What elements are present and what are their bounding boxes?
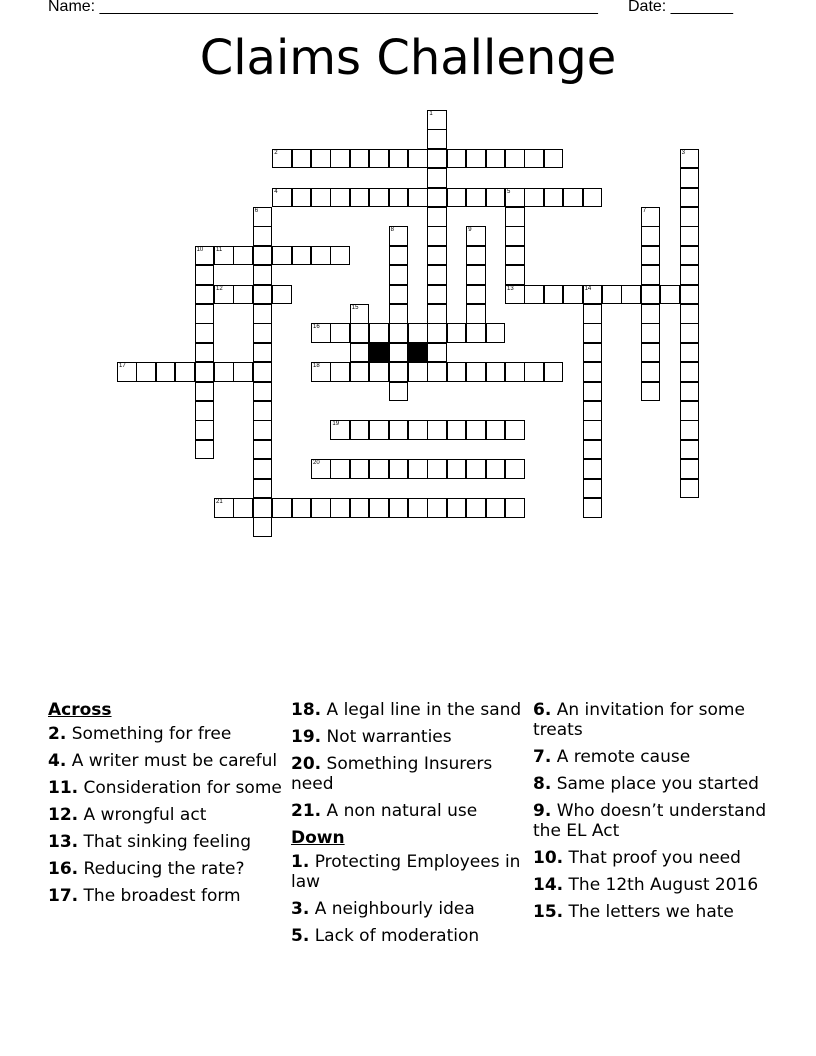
- grid-cell[interactable]: [253, 207, 273, 227]
- grid-cell[interactable]: [389, 459, 409, 479]
- grid-cell[interactable]: [253, 343, 273, 363]
- cell-number: 20: [313, 460, 320, 467]
- grid-cell[interactable]: [427, 362, 447, 382]
- grid-cell[interactable]: [214, 246, 234, 266]
- grid-cell[interactable]: [408, 323, 428, 343]
- grid-cell[interactable]: [583, 362, 603, 382]
- grid-cell[interactable]: [117, 362, 137, 382]
- grid-cell[interactable]: [466, 323, 486, 343]
- cell-number: 17: [119, 363, 126, 370]
- clue-across-13: 13. That sinking feeling: [48, 832, 251, 852]
- grid-cell[interactable]: [680, 459, 700, 479]
- grid-cell[interactable]: [330, 323, 350, 343]
- grid-cell[interactable]: [350, 420, 370, 440]
- grid-cell[interactable]: [544, 188, 564, 208]
- grid-block: [369, 343, 389, 363]
- grid-cell[interactable]: [408, 420, 428, 440]
- cell-number: 1: [429, 111, 433, 117]
- grid-cell[interactable]: [447, 149, 467, 169]
- grid-cell[interactable]: [389, 226, 409, 246]
- grid-cell[interactable]: [369, 362, 389, 382]
- grid-cell[interactable]: [641, 246, 661, 266]
- grid-cell[interactable]: [583, 440, 603, 460]
- grid-cell[interactable]: [253, 323, 273, 343]
- grid-block: [408, 343, 428, 363]
- grid-cell[interactable]: [389, 323, 409, 343]
- grid-cell[interactable]: [466, 188, 486, 208]
- cell-number: 13: [507, 285, 514, 292]
- date-field-label: Date: _______: [628, 0, 733, 15]
- cell-number: 15: [351, 305, 359, 311]
- grid-cell[interactable]: [427, 129, 447, 149]
- grid-cell[interactable]: [195, 440, 215, 460]
- grid-cell[interactable]: [253, 285, 273, 305]
- grid-cell[interactable]: [195, 401, 215, 421]
- grid-cell[interactable]: [505, 188, 525, 208]
- grid-cell[interactable]: [330, 246, 350, 266]
- grid-cell[interactable]: [427, 265, 447, 285]
- grid-cell[interactable]: [350, 362, 370, 382]
- cell-number: 8: [390, 227, 394, 234]
- grid-cell[interactable]: [447, 459, 467, 479]
- grid-cell[interactable]: [389, 188, 409, 208]
- grid-cell[interactable]: [641, 226, 661, 246]
- grid-cell[interactable]: [330, 459, 350, 479]
- grid-cell[interactable]: [389, 362, 409, 382]
- clue-across-12: 12. A wrongful act: [48, 805, 207, 825]
- grid-cell[interactable]: [427, 285, 447, 305]
- grid-cell[interactable]: [389, 265, 409, 285]
- grid-cell[interactable]: [272, 285, 292, 305]
- grid-cell[interactable]: [641, 265, 661, 285]
- grid-cell[interactable]: [466, 285, 486, 305]
- grid-cell[interactable]: [447, 420, 467, 440]
- page-title: Claims Challenge: [199, 30, 617, 86]
- clue-down-9: 9. Who doesn’t understand the EL Act: [533, 801, 767, 841]
- grid-cell[interactable]: [680, 265, 700, 285]
- grid-cell[interactable]: [427, 188, 447, 208]
- grid-cell[interactable]: [389, 149, 409, 169]
- grid-cell[interactable]: [311, 149, 331, 169]
- grid-cell[interactable]: [389, 498, 409, 518]
- grid-cell[interactable]: [175, 362, 195, 382]
- grid-cell[interactable]: [544, 362, 564, 382]
- grid-cell[interactable]: [427, 343, 447, 363]
- grid-cell[interactable]: [214, 498, 234, 518]
- grid-cell[interactable]: [466, 149, 486, 169]
- grid-cell[interactable]: [195, 285, 215, 305]
- clues-column-1: [48, 700, 283, 913]
- clue-down-15: 15. The letters we hate: [533, 902, 734, 922]
- cell-number: 21: [216, 499, 223, 505]
- grid-cell[interactable]: [195, 382, 215, 402]
- name-field-label: Name: ________________________________________________________: [48, 0, 598, 15]
- grid-cell[interactable]: [195, 362, 215, 382]
- grid-cell[interactable]: [253, 440, 273, 460]
- grid-cell[interactable]: [389, 285, 409, 305]
- grid-cell[interactable]: [680, 226, 700, 246]
- grid-cell[interactable]: [447, 362, 467, 382]
- grid-cell[interactable]: [408, 459, 428, 479]
- clues-column-2: [291, 700, 526, 953]
- grid-cell[interactable]: [408, 188, 428, 208]
- grid-cell[interactable]: [505, 459, 525, 479]
- grid-cell[interactable]: [253, 498, 273, 518]
- grid-cell[interactable]: [233, 246, 253, 266]
- grid-cell[interactable]: [505, 226, 525, 246]
- grid-cell[interactable]: [680, 440, 700, 460]
- grid-cell[interactable]: [486, 420, 506, 440]
- grid-cell[interactable]: [408, 362, 428, 382]
- grid-cell[interactable]: [350, 343, 370, 363]
- grid-cell[interactable]: [641, 343, 661, 363]
- grid-cell[interactable]: [486, 498, 506, 518]
- grid-cell[interactable]: [583, 401, 603, 421]
- grid-cell[interactable]: [524, 188, 544, 208]
- grid-cell[interactable]: [466, 304, 486, 324]
- grid-cell[interactable]: [486, 149, 506, 169]
- grid-cell[interactable]: [253, 479, 273, 499]
- grid-cell[interactable]: [641, 207, 661, 227]
- clue-across-21: 21. A non natural use: [291, 801, 478, 821]
- grid-cell[interactable]: [505, 149, 525, 169]
- grid-cell[interactable]: [195, 304, 215, 324]
- grid-cell[interactable]: [253, 401, 273, 421]
- grid-cell[interactable]: [292, 498, 312, 518]
- clue-across-11: 11. Consideration for some: [48, 778, 282, 798]
- across-heading: Across: [48, 700, 112, 720]
- grid-cell[interactable]: [505, 246, 525, 266]
- grid-cell[interactable]: [427, 459, 447, 479]
- grid-cell[interactable]: [253, 382, 273, 402]
- grid-cell[interactable]: [427, 246, 447, 266]
- grid-cell[interactable]: [583, 420, 603, 440]
- cell-number: 5: [507, 188, 511, 195]
- clue-down-10: 10. That proof you need: [533, 848, 741, 868]
- grid-cell[interactable]: [408, 149, 428, 169]
- grid-cell[interactable]: [583, 343, 603, 363]
- clue-down-3: 3. A neighbourly idea: [291, 899, 475, 919]
- grid-cell[interactable]: [505, 207, 525, 227]
- grid-cell[interactable]: [195, 265, 215, 285]
- grid-cell[interactable]: [447, 498, 467, 518]
- clue-down-8: 8. Same place you started: [533, 774, 759, 794]
- grid-cell[interactable]: [253, 246, 273, 266]
- grid-cell[interactable]: [680, 479, 700, 499]
- grid-cell[interactable]: [621, 285, 641, 305]
- cell-number: 11: [216, 246, 223, 253]
- grid-cell[interactable]: [330, 420, 350, 440]
- grid-cell[interactable]: [427, 207, 447, 227]
- grid-cell[interactable]: [524, 285, 544, 305]
- grid-cell[interactable]: [466, 246, 486, 266]
- grid-cell[interactable]: [680, 188, 700, 208]
- grid-cell[interactable]: [233, 362, 253, 382]
- cell-number: 18: [313, 363, 320, 370]
- clue-across-19: 19. Not warranties: [291, 727, 452, 747]
- grid-cell[interactable]: [350, 149, 370, 169]
- grid-cell[interactable]: [641, 362, 661, 382]
- grid-cell[interactable]: [583, 304, 603, 324]
- grid-cell[interactable]: [680, 401, 700, 421]
- grid-cell[interactable]: [680, 323, 700, 343]
- grid-cell[interactable]: [253, 304, 273, 324]
- grid-cell[interactable]: [660, 285, 680, 305]
- grid-cell[interactable]: [680, 207, 700, 227]
- grid-cell[interactable]: [156, 362, 176, 382]
- grid-cell[interactable]: [680, 246, 700, 266]
- cell-number: 2: [274, 149, 278, 156]
- grid-cell[interactable]: [641, 285, 661, 305]
- grid-cell[interactable]: [292, 149, 312, 169]
- grid-cell[interactable]: [369, 188, 389, 208]
- cell-number: 7: [642, 208, 647, 214]
- grid-cell[interactable]: [389, 420, 409, 440]
- grid-cell[interactable]: [369, 420, 389, 440]
- grid-cell[interactable]: [272, 188, 292, 208]
- grid-cell[interactable]: [272, 498, 292, 518]
- cell-number: 6: [254, 208, 259, 214]
- grid-cell[interactable]: [350, 323, 370, 343]
- grid-cell[interactable]: [330, 498, 350, 518]
- grid-cell[interactable]: [389, 382, 409, 402]
- grid-cell[interactable]: [505, 498, 525, 518]
- grid-cell[interactable]: [427, 226, 447, 246]
- grid-cell[interactable]: [680, 304, 700, 324]
- grid-cell[interactable]: [427, 420, 447, 440]
- grid-cell[interactable]: [427, 323, 447, 343]
- grid-cell[interactable]: [389, 246, 409, 266]
- grid-cell[interactable]: [447, 188, 467, 208]
- grid-cell[interactable]: [524, 362, 544, 382]
- grid-cell[interactable]: [311, 246, 331, 266]
- cell-number: 10: [196, 246, 204, 253]
- grid-cell[interactable]: [408, 498, 428, 518]
- grid-cell[interactable]: [311, 362, 331, 382]
- grid-cell[interactable]: [466, 498, 486, 518]
- clue-across-18: 18. A legal line in the sand: [291, 700, 522, 720]
- clue-across-17: 17. The broadest form: [48, 886, 241, 906]
- grid-cell[interactable]: [233, 285, 253, 305]
- clue-down-6: 6. An invitation for some treats: [533, 700, 745, 740]
- grid-cell[interactable]: [369, 498, 389, 518]
- cell-number: 14: [584, 285, 592, 292]
- grid-cell[interactable]: [311, 323, 331, 343]
- grid-cell[interactable]: [389, 304, 409, 324]
- grid-cell[interactable]: [641, 382, 661, 402]
- grid-cell[interactable]: [311, 459, 331, 479]
- grid-cell[interactable]: [330, 149, 350, 169]
- grid-cell[interactable]: [311, 188, 331, 208]
- grid-cell[interactable]: [369, 459, 389, 479]
- grid-cell[interactable]: [466, 420, 486, 440]
- grid-cell[interactable]: [583, 188, 603, 208]
- grid-cell[interactable]: [427, 110, 447, 130]
- grid-cell[interactable]: [563, 188, 583, 208]
- clue-across-20: 20. Something Insurers need: [291, 754, 493, 794]
- clue-down-5: 5. Lack of moderation: [291, 926, 480, 946]
- grid-cell[interactable]: [350, 188, 370, 208]
- grid-cell[interactable]: [505, 265, 525, 285]
- grid-cell[interactable]: [466, 226, 486, 246]
- grid-cell[interactable]: [136, 362, 156, 382]
- grid-cell[interactable]: [544, 285, 564, 305]
- grid-cell[interactable]: [292, 188, 312, 208]
- grid-cell[interactable]: [680, 382, 700, 402]
- clue-down-1: 1. Protecting Employees in law: [291, 852, 521, 892]
- grid-cell[interactable]: [680, 343, 700, 363]
- clue-across-2: 2. Something for free: [48, 724, 232, 744]
- grid-cell[interactable]: [195, 323, 215, 343]
- grid-cell[interactable]: [680, 149, 700, 169]
- clue-across-16: 16. Reducing the rate?: [48, 859, 245, 879]
- grid-cell[interactable]: [195, 343, 215, 363]
- grid-cell[interactable]: [427, 304, 447, 324]
- grid-cell[interactable]: [680, 285, 700, 305]
- grid-cell[interactable]: [311, 498, 331, 518]
- grid-cell[interactable]: [583, 323, 603, 343]
- grid-cell[interactable]: [447, 323, 467, 343]
- grid-cell[interactable]: [680, 420, 700, 440]
- down-heading: Down: [291, 828, 345, 848]
- grid-cell[interactable]: [680, 168, 700, 188]
- grid-cell[interactable]: [583, 382, 603, 402]
- grid-cell[interactable]: [350, 498, 370, 518]
- cell-number: 16: [313, 324, 320, 331]
- clues-column-3: [533, 700, 768, 929]
- grid-cell[interactable]: [253, 517, 273, 537]
- grid-cell[interactable]: [350, 459, 370, 479]
- grid-cell[interactable]: [427, 498, 447, 518]
- grid-cell[interactable]: [524, 149, 544, 169]
- grid-cell[interactable]: [583, 459, 603, 479]
- grid-cell[interactable]: [195, 246, 215, 266]
- grid-cell[interactable]: [253, 362, 273, 382]
- grid-cell[interactable]: [369, 323, 389, 343]
- cell-number: 4: [274, 188, 278, 195]
- grid-cell[interactable]: [486, 362, 506, 382]
- grid-cell[interactable]: [486, 188, 506, 208]
- grid-cell[interactable]: [563, 285, 583, 305]
- grid-cell[interactable]: [272, 246, 292, 266]
- grid-cell[interactable]: [641, 323, 661, 343]
- grid-cell[interactable]: [583, 479, 603, 499]
- grid-cell[interactable]: [214, 362, 234, 382]
- cell-number: 3: [681, 149, 685, 156]
- grid-cell[interactable]: [233, 498, 253, 518]
- grid-cell[interactable]: [641, 304, 661, 324]
- grid-cell[interactable]: [369, 149, 389, 169]
- grid-cell[interactable]: [466, 362, 486, 382]
- grid-cell[interactable]: [253, 420, 273, 440]
- grid-cell[interactable]: [505, 285, 525, 305]
- grid-cell[interactable]: [583, 498, 603, 518]
- grid-cell[interactable]: [195, 420, 215, 440]
- grid-cell[interactable]: [214, 285, 234, 305]
- grid-cell[interactable]: [602, 285, 622, 305]
- grid-cell[interactable]: [253, 226, 273, 246]
- grid-cell[interactable]: [330, 362, 350, 382]
- grid-cell[interactable]: [350, 304, 370, 324]
- clue-down-7: 7. A remote cause: [533, 747, 691, 767]
- grid-cell[interactable]: [330, 188, 350, 208]
- grid-cell[interactable]: [466, 459, 486, 479]
- grid-cell[interactable]: [486, 459, 506, 479]
- grid-cell[interactable]: [680, 362, 700, 382]
- cell-number: 12: [216, 285, 223, 292]
- grid-cell[interactable]: [292, 246, 312, 266]
- cell-number: 19: [332, 421, 340, 428]
- grid-cell[interactable]: [253, 459, 273, 479]
- grid-cell[interactable]: [505, 362, 525, 382]
- grid-cell[interactable]: [427, 149, 447, 169]
- grid-cell[interactable]: [427, 168, 447, 188]
- grid-cell[interactable]: [272, 149, 292, 169]
- cell-number: 9: [468, 227, 472, 234]
- grid-cell[interactable]: [466, 265, 486, 285]
- clue-across-4: 4. A writer must be careful: [48, 751, 278, 771]
- grid-cell[interactable]: [253, 265, 273, 285]
- grid-cell[interactable]: [505, 420, 525, 440]
- clue-down-14: 14. The 12th August 2016: [533, 875, 759, 895]
- grid-cell[interactable]: [486, 323, 506, 343]
- grid-cell[interactable]: [389, 343, 409, 363]
- grid-cell[interactable]: [583, 285, 603, 305]
- grid-cell[interactable]: [544, 149, 564, 169]
